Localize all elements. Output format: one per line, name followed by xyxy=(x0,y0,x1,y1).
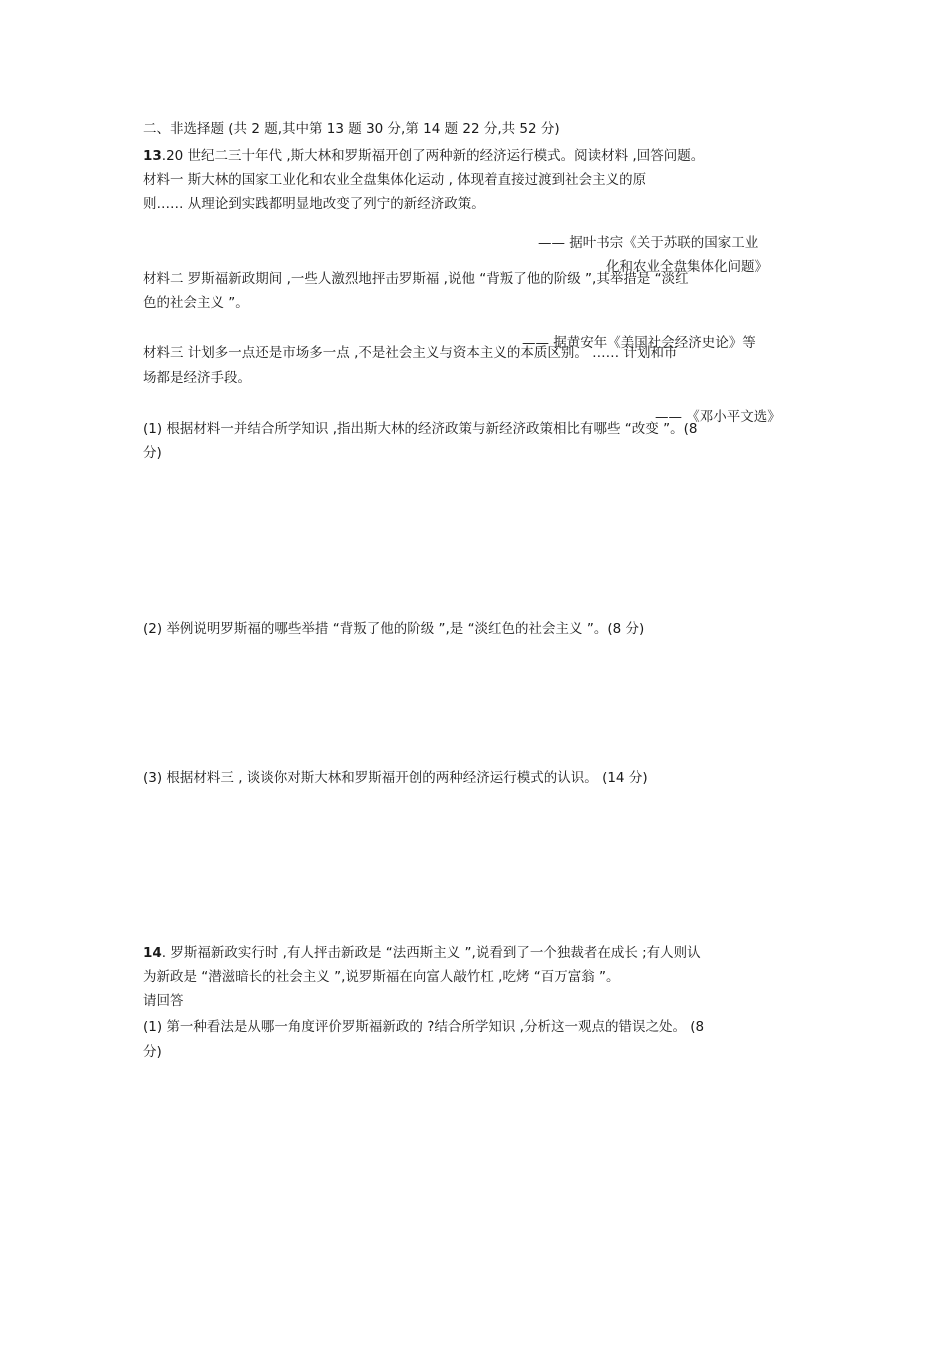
q14-number: 14 xyxy=(143,945,162,961)
material3-line2: 场都是经济手段。 xyxy=(143,370,251,386)
material2-line2: 色的社会主义 ”。 xyxy=(143,295,249,311)
q13-sub3: (3) 根据材料三 , 谈谈你对斯大林和罗斯福开创的两种经济运行模式的认识。 (14 分) xyxy=(143,770,648,786)
material1-line2: 则…… 从理论到实践都明显地改变了列宁的新经济政策。 xyxy=(143,196,485,212)
q14-line1 xyxy=(143,944,701,962)
q14-sub1-line2: 分) xyxy=(143,1044,162,1060)
material3-source: —— 《邓小平文选》 xyxy=(655,408,781,425)
q13-intro xyxy=(143,147,704,165)
q13-sub1-line1: (1) 根据材料一并结合所学知识 ,指出斯大林的经济政策与新经济政策相比有哪些 “改变 ”。(8 xyxy=(143,421,698,437)
q14-line2: 为新政是 “潜滋暗长的社会主义 ”,说罗斯福在向富人敲竹杠 ,吃烤 “百万富翁 ”。 xyxy=(143,969,620,985)
section-heading: 二、非选择题 (共 2 题,其中第 13 题 30 分,第 14 题 22 分,共 52 分) xyxy=(143,121,560,137)
q14-line1-text: . 罗斯福新政实行时 ,有人抨击新政是 “法西斯主义 ”,说看到了一个独裁者在成长 ;有人则认 xyxy=(161,945,701,961)
q13-sub2: (2) 举例说明罗斯福的哪些举措 “背叛了他的阶级 ”,是 “淡红色的社会主义 ”。(8 分) xyxy=(143,621,645,637)
material1-source-line1: —— 据叶书宗《关于苏联的国家工业 xyxy=(538,234,759,251)
q14-line3: 请回答 xyxy=(143,993,184,1009)
material2-source: —— 据黄安年《美国社会经济史论》等 xyxy=(522,334,756,351)
q13-number: 13 xyxy=(143,148,162,164)
material3-line1: 材料三 计划多一点还是市场多一点 ,不是社会主义与资本主义的本质区别。 …… 计划和市 xyxy=(143,345,678,361)
material1-source-line2: 化和农业全盘集体化问题》 xyxy=(606,258,768,275)
material2-line1: 材料二 罗斯福新政期间 ,一些人激烈地抨击罗斯福 ,说他 “背叛了他的阶级 ”,其举措是 “淡红 xyxy=(143,271,689,287)
material1-line1: 材料一 斯大林的国家工业化和农业全盘集体化运动 , 体现着直接过渡到社会主义的原 xyxy=(143,172,647,188)
q13-intro-text: .20 世纪二三十年代 ,斯大林和罗斯福开创了两种新的经济运行模式。阅读材料 ,回答问题。 xyxy=(161,148,705,164)
q14-sub1-line1: (1) 第一种看法是从哪一角度评价罗斯福新政的 ?结合所学知识 ,分析这一观点的错误之处。 (8 xyxy=(143,1019,705,1035)
q13-sub1-line2: 分) xyxy=(143,445,162,461)
